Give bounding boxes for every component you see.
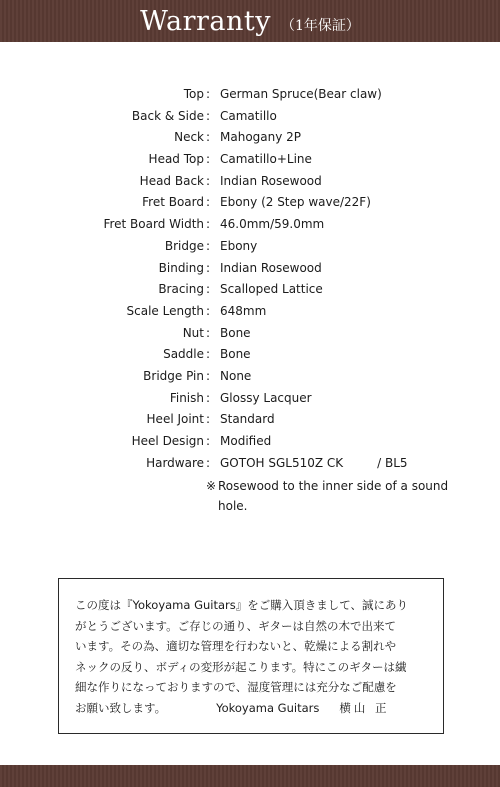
spec-label: Nut: [182, 325, 204, 340]
spec-row-head-back: [0, 173, 500, 195]
spec-label: Finish: [169, 390, 204, 405]
spec-label: Top: [183, 87, 204, 101]
spec-colon: :: [206, 368, 211, 383]
hardware-main-value: GOTOH SGL510Z CK: [220, 455, 344, 470]
spec-row-heel-joint: [0, 411, 500, 433]
spec-label: Scale Length: [126, 303, 204, 318]
spec-colon: :: [206, 347, 211, 362]
spec-label: Heel Design: [131, 434, 204, 448]
spec-row-finish: [0, 390, 500, 412]
spec-label: Fret Board: [142, 195, 204, 210]
message-line: がとうございます。ご存じの通り、ギターは自然の木で出来て: [75, 618, 396, 633]
spec-value: 46.0mm/59.0mm: [220, 217, 325, 232]
signature-name: 横山 正: [339, 700, 390, 715]
spec-value: 648mm: [220, 303, 267, 318]
spec-colon: :: [206, 87, 211, 101]
spec-label: Fret Board Width: [103, 217, 204, 232]
spec-row-head-top: [0, 151, 500, 173]
header-title-group: [140, 6, 360, 37]
spec-label: Bracing: [158, 282, 204, 297]
spec-row-bridge: [0, 238, 500, 260]
note-text: [218, 476, 449, 516]
spec-label: Bridge: [164, 238, 204, 253]
message-line: お願い致します。: [75, 700, 167, 715]
spec-colon: :: [206, 217, 211, 232]
spec-value: Indian Rosewood: [220, 260, 322, 275]
spec-row-binding: [0, 260, 500, 282]
spec-row-bracing: [0, 281, 500, 303]
spec-value: None: [220, 368, 252, 383]
spec-row-scale-length: [0, 303, 500, 325]
note-mark: ※: [205, 479, 216, 494]
spec-label: Heel Joint: [146, 412, 204, 427]
header-band: [0, 0, 500, 42]
spec-label: Head Back: [139, 173, 204, 188]
spec-value: Glossy Lacquer: [220, 390, 312, 405]
spec-note: [0, 476, 500, 516]
spec-colon: :: [206, 108, 211, 123]
thank-you-message-box: [58, 578, 444, 734]
spec-row-top: [0, 86, 500, 108]
spec-row-saddle: [0, 346, 500, 368]
spec-value: Ebony (2 Step wave/22F): [220, 195, 371, 210]
spec-colon: :: [206, 260, 211, 275]
spec-row-fret-board-width: [0, 216, 500, 238]
message-last-line: [75, 698, 433, 719]
spec-colon: :: [206, 412, 211, 427]
note-line: Rosewood to the inner side of a sound: [218, 479, 449, 494]
spec-label: Back & Side: [131, 108, 204, 123]
spec-colon: :: [206, 152, 211, 167]
spec-colon: :: [206, 238, 211, 253]
spec-label: Binding: [158, 260, 204, 275]
spec-row-nut: [0, 325, 500, 347]
spec-value: Bone: [220, 325, 251, 340]
message-line: ネックの反り、ボディの変形が起こります。特にこのギターは繊: [75, 659, 407, 674]
spec-value: Scalloped Lattice: [220, 282, 323, 297]
message-line: います。その為、適切な管理を行わないと、乾燥による割れや: [75, 639, 397, 653]
note-line: hole.: [218, 499, 248, 514]
spec-label: Bridge Pin: [143, 368, 204, 383]
spec-value: Modified: [220, 434, 272, 448]
spec-value: Ebony: [220, 238, 258, 253]
spec-colon: :: [206, 455, 211, 470]
spec-row-neck: [0, 129, 500, 151]
spec-value: Mahogany 2P: [220, 130, 302, 145]
spec-colon: :: [206, 390, 211, 405]
spec-colon: :: [206, 195, 211, 210]
spec-colon: :: [206, 434, 211, 448]
spec-value: [220, 455, 500, 471]
spec-colon: :: [206, 325, 211, 340]
footer-band: [0, 765, 500, 787]
message-line: この度は『Yokoyama Guitars』をご購入頂きまして、誠にあり: [75, 598, 409, 612]
spec-colon: :: [206, 282, 211, 297]
spec-value: Indian Rosewood: [220, 173, 322, 188]
page-subtitle: （1年保証）: [280, 17, 360, 34]
spec-value: Bone: [220, 347, 251, 362]
spec-colon: :: [206, 303, 211, 318]
spec-label: Neck: [174, 130, 204, 145]
spec-row-back-side: [0, 108, 500, 130]
message-line: 細な作りになっておりますので、湿度管理には充分なご配慮を: [75, 680, 397, 694]
spec-value: Standard: [220, 412, 275, 427]
spec-colon: :: [206, 130, 211, 145]
spec-row-fret-board: [0, 194, 500, 216]
spec-label: Head Top: [148, 152, 204, 167]
spec-label: Hardware: [146, 455, 204, 470]
spec-colon: :: [206, 173, 211, 188]
spec-value: Camatillo: [220, 108, 277, 123]
spec-value: German Spruce(Bear claw): [220, 87, 382, 101]
spec-row-bridge-pin: [0, 368, 500, 390]
hardware-suffix-value: / BL5: [377, 455, 408, 470]
signature-company: Yokoyama Guitars: [216, 700, 320, 715]
spec-row-hardware: [0, 455, 500, 477]
spec-row-heel-design: [0, 433, 500, 455]
spec-list: [0, 86, 500, 516]
page-title: Warranty: [140, 5, 271, 37]
spec-value: Camatillo+Line: [220, 152, 312, 167]
spec-label: Saddle: [163, 347, 204, 362]
